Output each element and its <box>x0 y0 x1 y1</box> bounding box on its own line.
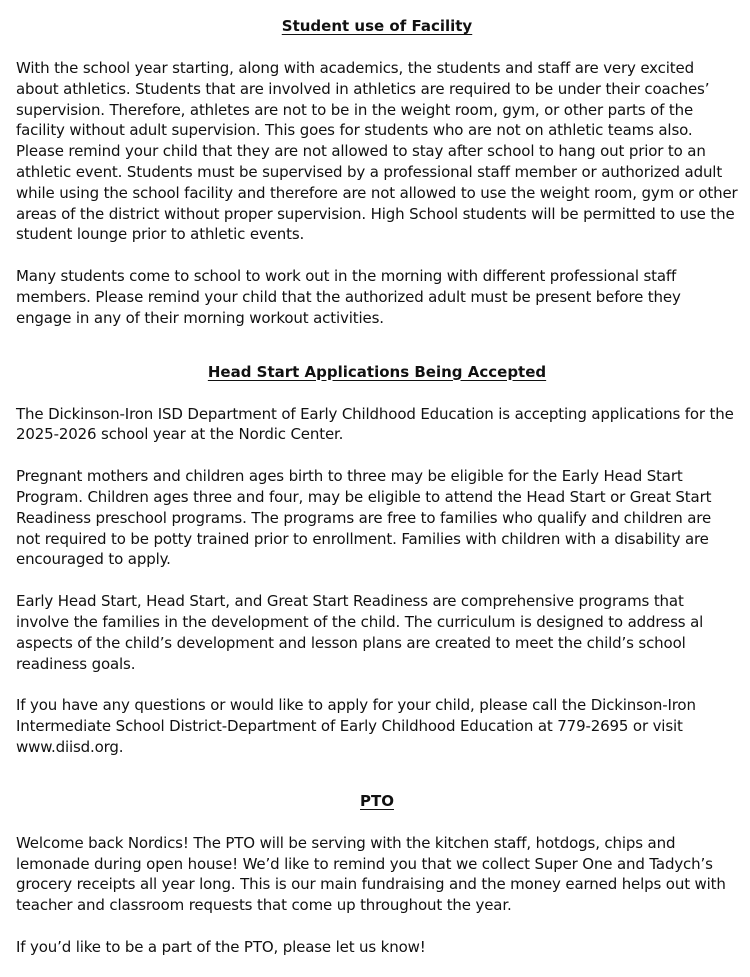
paragraph-pto-join: If you’d like to be a part of the PTO, please let us know! <box>16 937 426 956</box>
paragraph-facility-supervision: With the school year starting, along with academics, the students and staff are very excited about athletics. Students that are involved in athletics are required to be under their coaches’ supervision. Therefore, athletes are not to be in the weight room, gym, or other parts of the facility without adult supervision. This goes for students who are not on athletic teams also. Please remind your child that they are not allowed to stay after school to hang out prior to an athletic event. Students must be supervised by a professional staff member or authorized adult while using the school facility and therefore are not allowed to use the weight room, gym or other areas of the district without proper supervision. High School students will be permitted to use the student lounge prior to athletic events. <box>16 59 738 244</box>
section-title-pto: PTO <box>360 791 394 810</box>
section-title-student-use-of-facility: Student use of Facility <box>281 17 473 35</box>
section-title-head-start: Head Start Applications Being Accepted <box>207 362 547 381</box>
paragraph-eligibility: Pregnant mothers and children ages birth to three may be eligible for the Early Head Start Program. Children ages three and four, may be eligible to attend the Head Start or Great Start Readiness preschool programs. The programs are free to families who qualify and children are not required to be potty trained prior to enrollment. Families with children with a disability are encouraged to apply. <box>16 467 712 569</box>
paragraph-contact-info: If you have any questions or would like to apply for your child, please call the Dickinson-Iron Intermediate School District-Department of Early Childhood Education at 779-2695 or visit www.diisd.org. <box>16 696 696 756</box>
paragraph-programs-description: Early Head Start, Head Start, and Great Start Readiness are comprehensive programs that involve the families in the development of the child. The curriculum is designed to address al aspects of the child’s development and lesson plans are created to meet the child’s school readiness goals. <box>16 592 704 673</box>
paragraph-applications-accepted: The Dickinson-Iron ISD Department of Early Childhood Education is accepting applications for the 2025-2026 school year at the Nordic Center. <box>16 404 734 444</box>
paragraph-pto-welcome: Welcome back Nordics! The PTO will be serving with the kitchen staff, hotdogs, chips and lemonade during open house! We’d like to remind you that we collect Super One and Tadych’s grocery receipts all year long. This is our main fundraising and the money earned helps out with teacher and classroom requests that come up throughout the year. <box>16 833 726 915</box>
paragraph-morning-workouts: Many students come to school to work out in the morning with different professional staff members. Please remind your child that the authorized adult must be present before they engage in any of their morning workout activities. <box>16 267 681 327</box>
